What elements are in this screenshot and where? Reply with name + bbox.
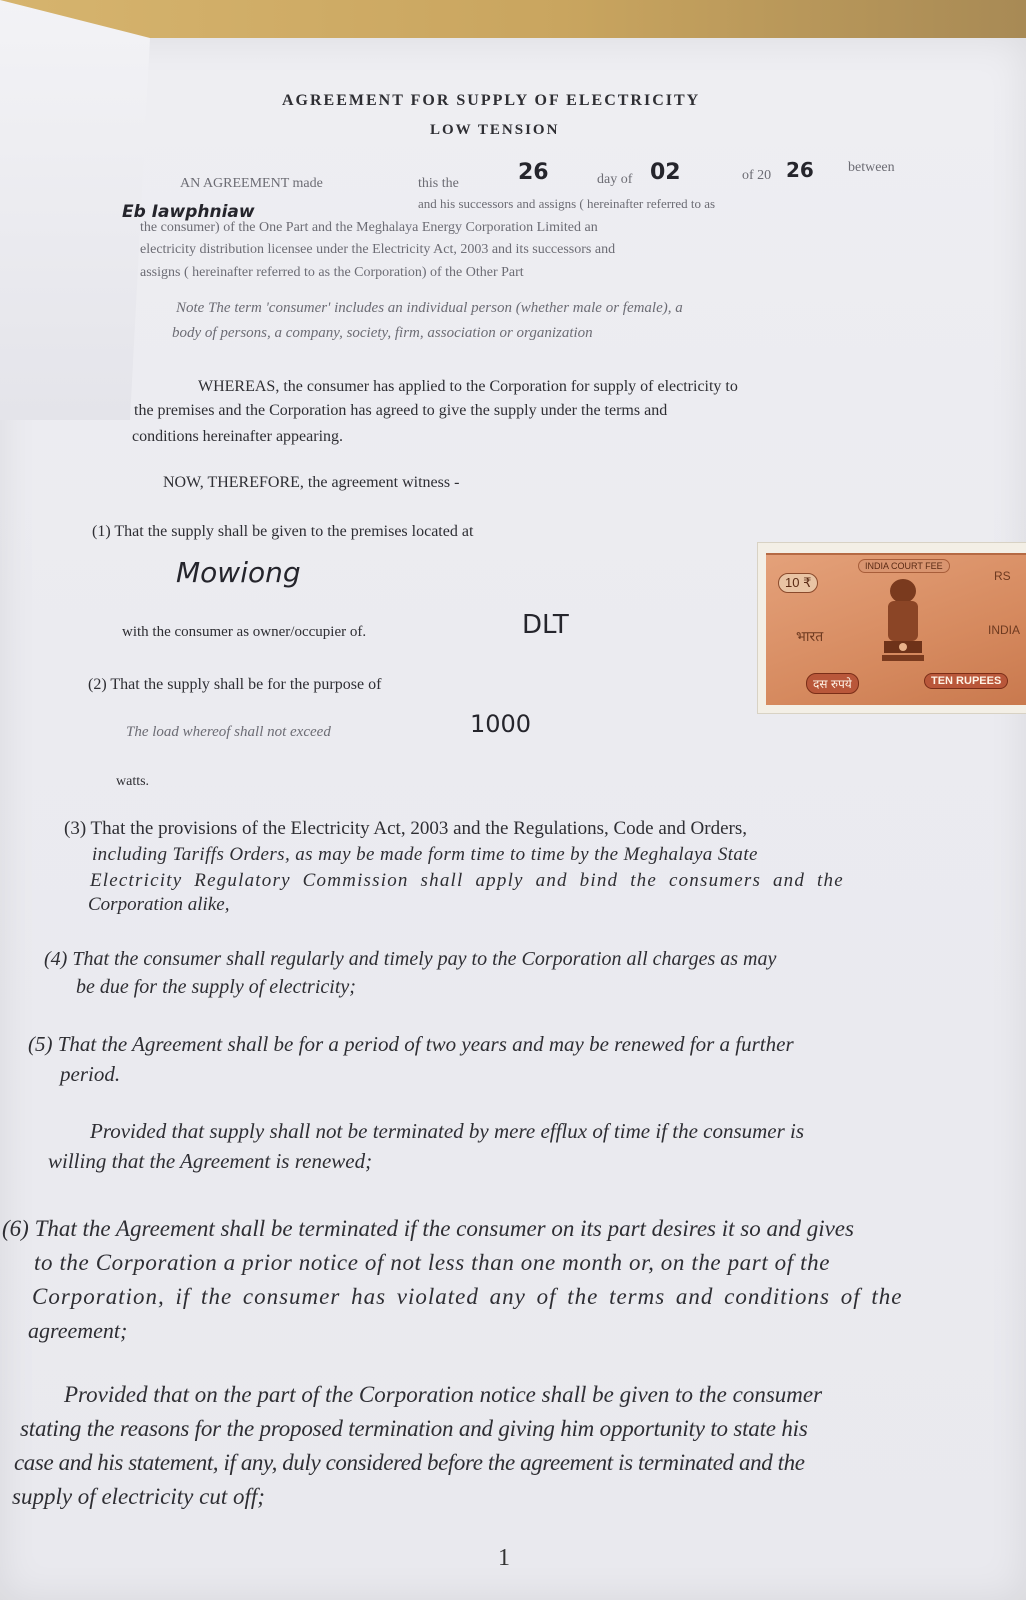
- proviso-1-line-2: willing that the Agreement is renewed;: [48, 1149, 373, 1173]
- intro-line-3: the consumer) of the One Part and the Meghalaya Energy Corporation Limited an: [140, 220, 598, 235]
- intro-line-2: and his successors and assigns ( hereinafter referred to as: [418, 196, 716, 211]
- clause-3-line-4: Corporation alike,: [88, 894, 230, 915]
- intro-line-4: electricity distribution licensee under the Electricity Act, 2003 and its successors and: [140, 242, 616, 257]
- handwritten-location: Mowiong: [176, 556, 301, 589]
- court-fee-stamp: [757, 542, 1026, 714]
- stamp-country-text: भारत: [796, 629, 824, 645]
- proviso-2-line-2: stating the reasons for the proposed termination and giving him opportunity to state his: [20, 1416, 808, 1441]
- clause-5-line-2: period.: [60, 1062, 121, 1086]
- intro-between: between: [848, 160, 895, 175]
- page-number: 1: [498, 1545, 510, 1571]
- handwritten-consumer-name: Eb Iawphniaw: [122, 202, 255, 222]
- stamp-hindi-value: दस रुपये: [806, 673, 859, 694]
- now-therefore: NOW, THEREFORE, the agreement witness -: [163, 474, 460, 491]
- clause-4-line-2: be due for the supply of electricity;: [76, 976, 356, 998]
- intro-line-5: assigns ( hereinafter referred to as the Corporation) of the Other Part: [140, 265, 524, 280]
- stamp-value: 10 ₹: [778, 573, 818, 593]
- intro-day-of: day of: [597, 172, 633, 187]
- national-emblem-icon: [878, 573, 928, 668]
- handwritten-load-value: 1000: [470, 710, 532, 738]
- whereas-line-3: conditions hereinafter appearing.: [132, 428, 344, 445]
- clause-6-line-1: (6) That the Agreement shall be terminated if the consumer on its part desires it so and gives: [2, 1216, 854, 1241]
- document-title: AGREEMENT FOR SUPPLY OF ELECTRICITY: [282, 92, 701, 109]
- stamp-english-value: TEN RUPEES: [924, 673, 1008, 689]
- proviso-1-line-1: Provided that supply shall not be terminated by mere efflux of time if the consumer is: [90, 1119, 805, 1143]
- clause-3-line-3: Electricity Regulatory Commission shall apply and bind the consumers and the: [90, 870, 844, 891]
- clause-2-unit: watts.: [116, 774, 150, 789]
- handwritten-month: 02: [650, 160, 681, 185]
- handwritten-owner-value: DLT: [522, 610, 569, 640]
- stamp-top-text: INDIA COURT FEE: [858, 559, 950, 573]
- proviso-2-line-1: Provided that on the part of the Corporation notice shall be given to the consumer: [64, 1382, 823, 1407]
- stamp-rs: RS: [994, 569, 1011, 583]
- clause-6-line-3: Corporation, if the consumer has violated any of the terms and conditions of the: [32, 1284, 903, 1309]
- proviso-2-line-3: case and his statement, if any, duly considered before the agreement is terminated and the: [14, 1450, 805, 1475]
- clause-2-text: (2) That the supply shall be for the purpose of: [88, 676, 382, 693]
- clause-3-line-2: including Tariffs Orders, as may be made form time to time by the Meghalaya State: [92, 844, 758, 865]
- document-subtitle: LOW TENSION: [430, 122, 560, 138]
- clause-2-load-text: The load whereof shall not exceed: [126, 724, 331, 740]
- clause-6-line-4: agreement;: [28, 1318, 128, 1343]
- clause-1-owner-text: with the consumer as owner/occupier of.: [122, 624, 367, 640]
- clause-6-line-2: to the Corporation a prior notice of not less than one month or, on the part of the: [34, 1250, 831, 1275]
- whereas-line-1: WHEREAS, the consumer has applied to the Corporation for supply of electricity to: [198, 378, 738, 395]
- clause-1-text: (1) That the supply shall be given to the premises located at: [92, 523, 474, 540]
- whereas-line-2: the premises and the Corporation has agreed to give the supply under the terms and: [134, 402, 668, 419]
- intro-of-year: of 20: [742, 168, 772, 183]
- stamp-india-text: INDIA: [988, 623, 1021, 637]
- handwritten-day: 26: [518, 160, 549, 185]
- note-line-1: Note The term 'consumer' includes an individual person (whether male or female), a: [176, 300, 683, 316]
- clause-4-line-1: (4) That the consumer shall regularly and timely pay to the Corporation all charges as may: [44, 948, 777, 970]
- proviso-2-line-4: supply of electricity cut off;: [12, 1484, 265, 1509]
- note-line-2: body of persons, a company, society, firm, association or organization: [172, 325, 593, 341]
- stamp-face: [766, 553, 1026, 705]
- handwritten-year: 26: [786, 158, 814, 182]
- intro-prefix: AN AGREEMENT made: [180, 176, 323, 191]
- clause-5-line-1: (5) That the Agreement shall be for a period of two years and may be renewed for a further: [28, 1032, 794, 1056]
- intro-this-the: this the: [418, 176, 459, 191]
- clause-3-line-1: (3) That the provisions of the Electricity Act, 2003 and the Regulations, Code and Orders,: [64, 818, 747, 839]
